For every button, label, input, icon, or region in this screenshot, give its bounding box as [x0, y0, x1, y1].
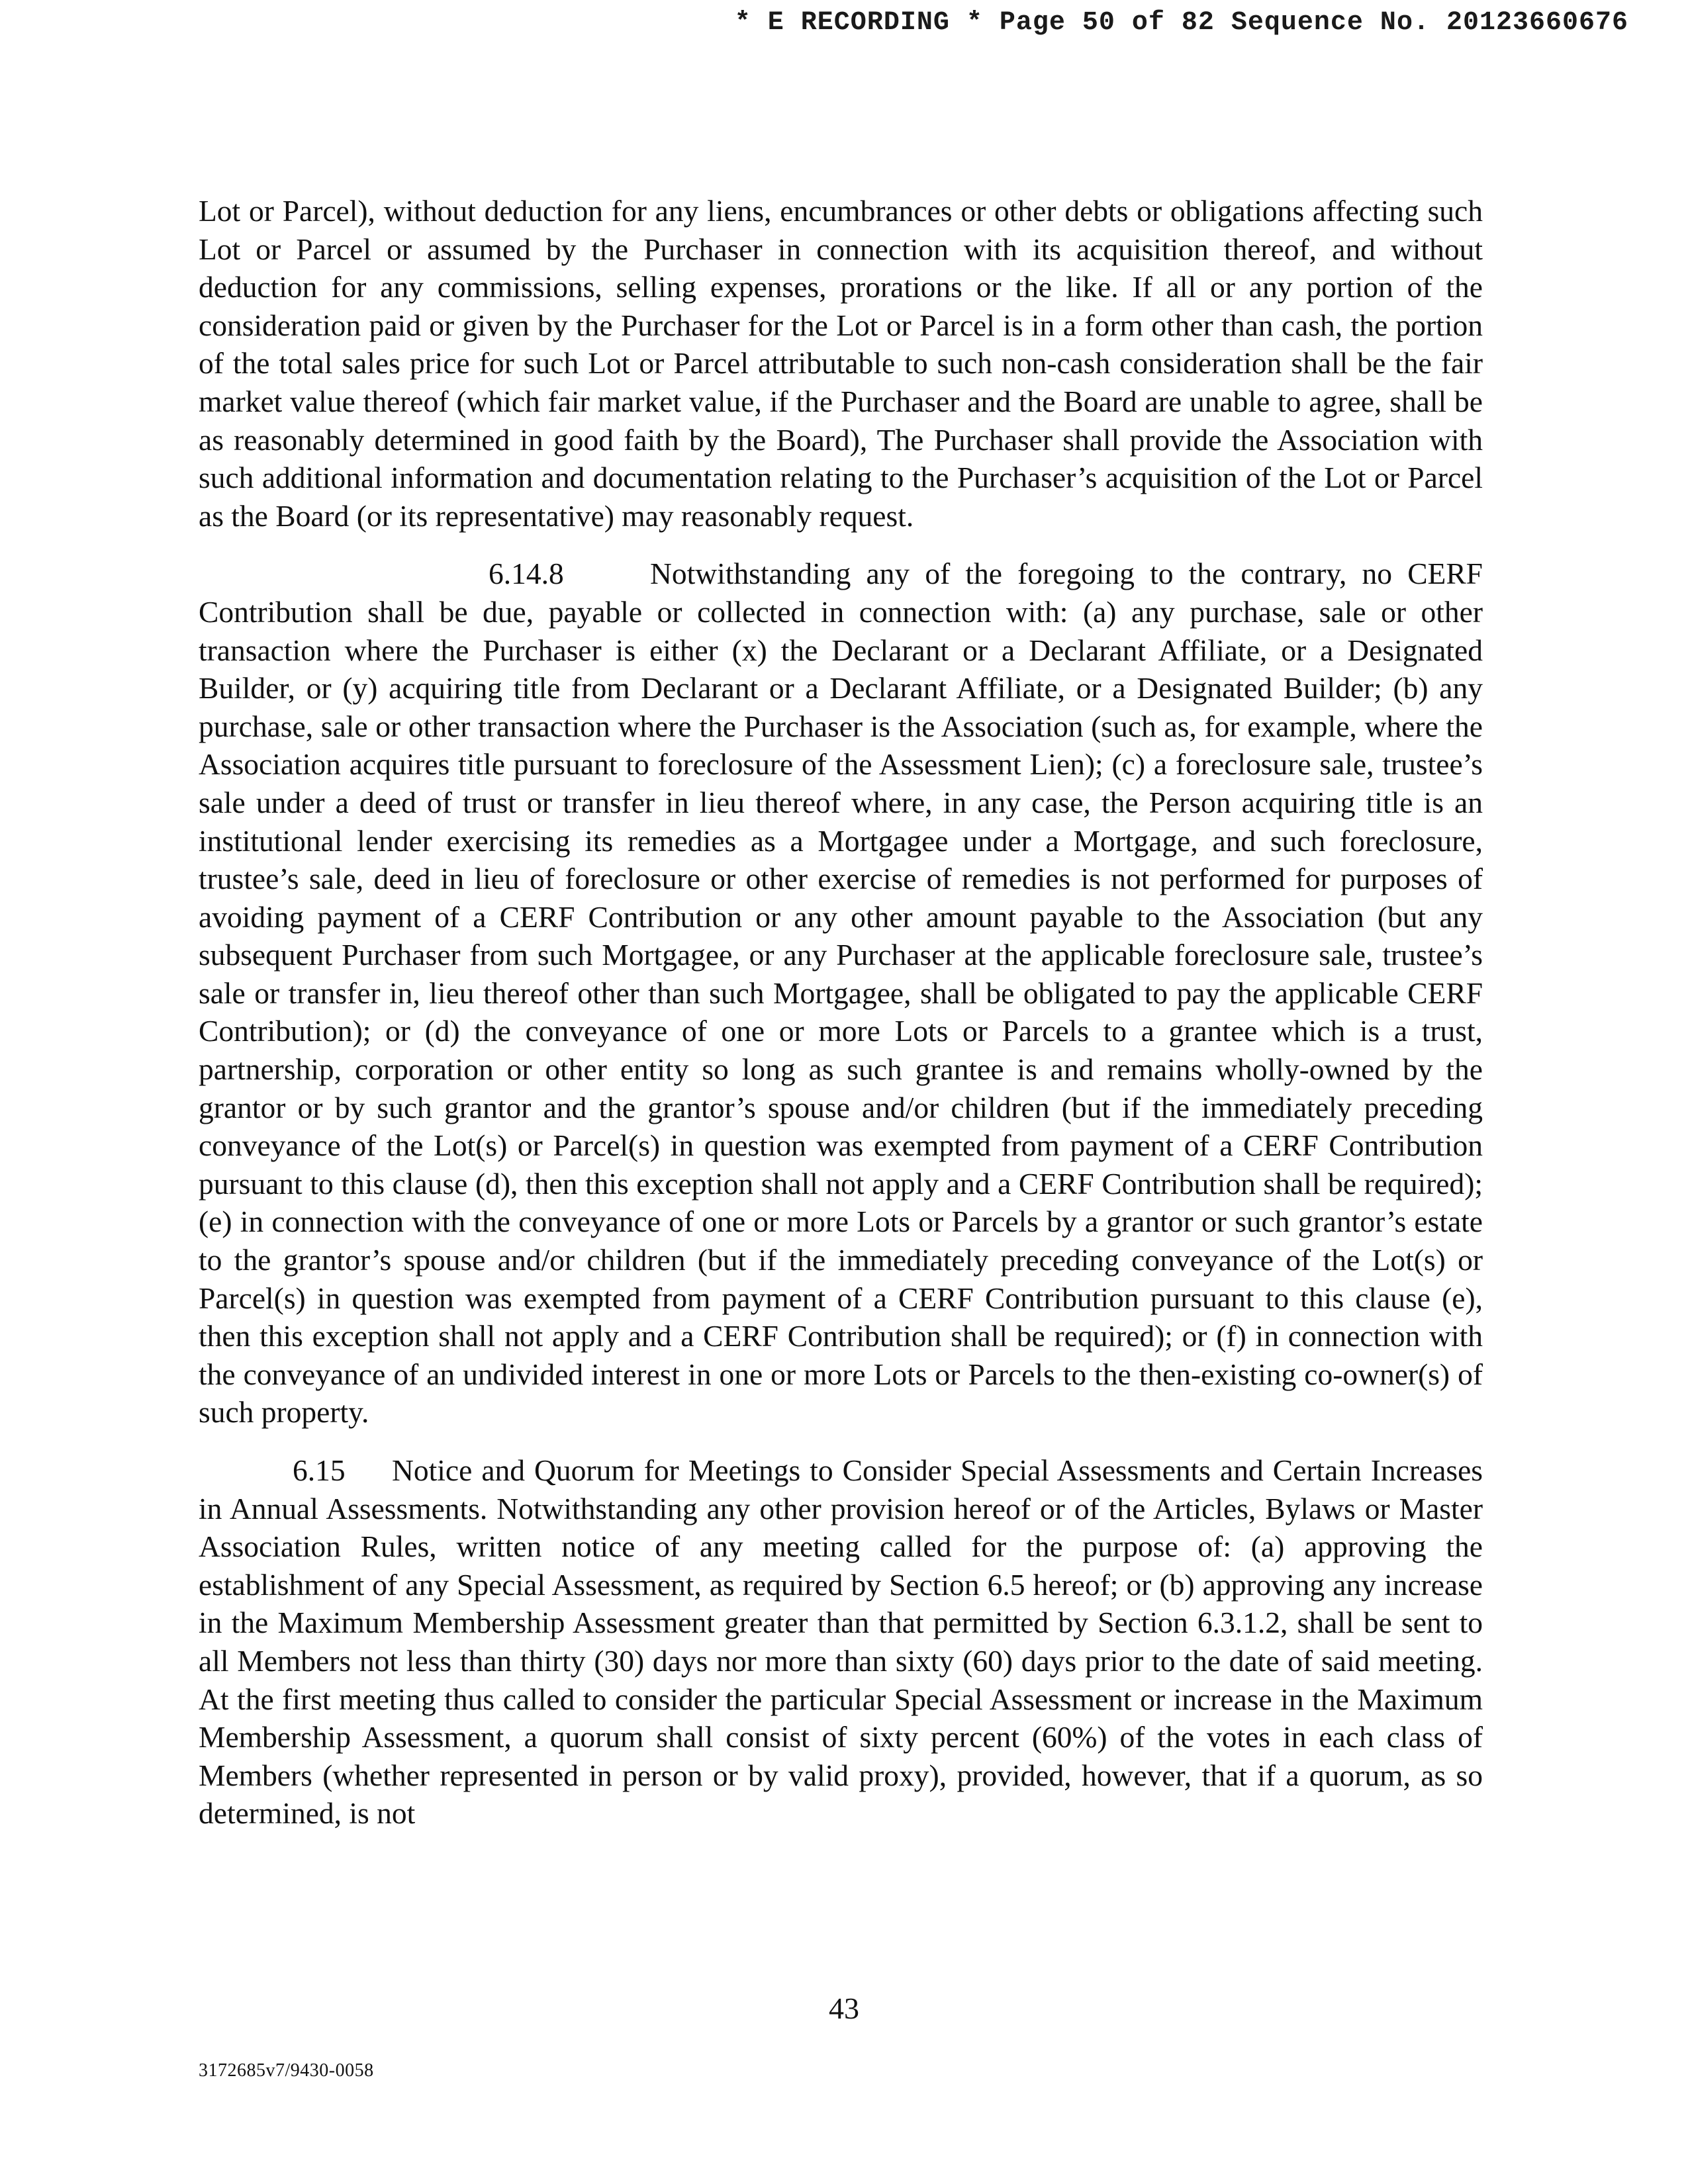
section-6-15-text: Notice and Quorum for Meetings to Consider Special Assessments and Certain Increases in Annual Assessments. Notwithstanding any other provision hereof or of the Articles, Bylaws or Master Association Rules, written notice of any meeting called for the purpose of: (a) approving the establishment of any Special Assessment, as required by Section 6.5 hereof; or (b) approving any increase in the Maximum Membership Assessment greater than that permitted by Section 6.3.1.2, shall be sent to all Members not less than thirty (30) days nor more than sixty (60) days prior to the date of said meeting. At the first meeting thus called to consider the particular Special Assessment or increase in the Maximum Membership Assessment, a quorum shall consist of sixty percent (60%) of the votes in each class of Members (whether represented in person or by valid proxy), provided, however, that if a quorum, as so determined, is not [199, 1453, 1483, 1831]
section-6-14-8-paragraph [199, 555, 1483, 1432]
page-number: 43 [829, 1991, 859, 2025]
continuation-paragraph: Lot or Parcel), without deduction for any liens, encumbrances or other debts or obligations affecting such Lot or Parcel or assumed by the Purchaser in connection with its acquisition thereof, and without deduction for any commissions, selling expenses, prorations or the like. If all or any portion of the consideration paid or given by the Purchaser for the Lot or Parcel is in a form other than cash, the portion of the total sales price for such Lot or Parcel attributable to such non-cash consideration shall be the fair market value thereof (which fair market value, if the Purchaser and the Board are unable to agree, shall be as reasonably determined in good faith by the Board), The Purchaser shall provide the Association with such additional information and documentation relating to the Purchaser’s acquisition of the Lot or Parcel as the Board (or its representative) may reasonably request. [199, 194, 1483, 533]
section-6-14-8-text: Notwithstanding any of the foregoing to the contrary, no CERF Contribution shall be due, payable or collected in connection with: (a) any purchase, sale or other transaction where the Purchaser is either (x) the Declarant or a Declarant Affiliate, or a Designated Builder, or (y) acquiring title from Declarant or a Declarant Affiliate, or a Designated Builder; (b) any purchase, sale or other transaction where the Purchaser is the Association (such as, for example, where the Association acquires title pursuant to foreclosure of the Assessment Lien); (c) a foreclosure sale, trustee’s sale under a deed of trust or transfer in lieu thereof where, in any case, the Person acquiring title is an institutional lender exercising its remedies as a Mortgagee under a Mortgage, and such foreclosure, trustee’s sale, deed in lieu of foreclosure or other exercise of remedies is not performed for purposes of avoiding payment of a CERF Contribution or any other amount payable to the Association (but any subsequent Purchaser from such Mortgagee, or any Purchaser at the applicable foreclosure sale, trustee’s sale or transfer in, lieu thereof other than such Mortgagee, shall be obligated to pay the applicable CERF Contribution); or (d) the conveyance of one or more Lots or Parcels to a grantee which is a trust, partnership, corporation or other entity so long as such grantee is and remains wholly-owned by the grantor or by such grantor and the grantor’s spouse and/or children (but if the immediately preceding conveyance of the Lot(s) or Parcel(s) in question was exempted from payment of a CERF Contribution pursuant to this clause (d), then this exception shall not apply and a CERF Contribution shall be required); (e) in connection with the conveyance of one or more Lots or Parcels by a grantor or such grantor’s estate to the grantor’s spouse and/or children (but if the immediately preceding conveyance of the Lot(s) or Parcel(s) in question was exempted from payment of a CERF Contribution pursuant to this clause (e), then this exception shall not apply and a CERF Contribution shall be required); or (f) in connection with the conveyance of an undivided interest in one or more Lots or Parcels to the then-existing co-owner(s) of such property. [199, 557, 1483, 1430]
recording-header: * E RECORDING * Page 50 of 82 Sequence No. 20123660676 [734, 8, 1628, 38]
section-6-15-paragraph [199, 1451, 1483, 1833]
section-6-14-8-number: 6.14.8 [489, 557, 564, 591]
section-6-15-number: 6.15 [293, 1453, 346, 1487]
document-id: 3172685v7/9430-0058 [199, 2060, 374, 2081]
document-body [199, 192, 1483, 1852]
